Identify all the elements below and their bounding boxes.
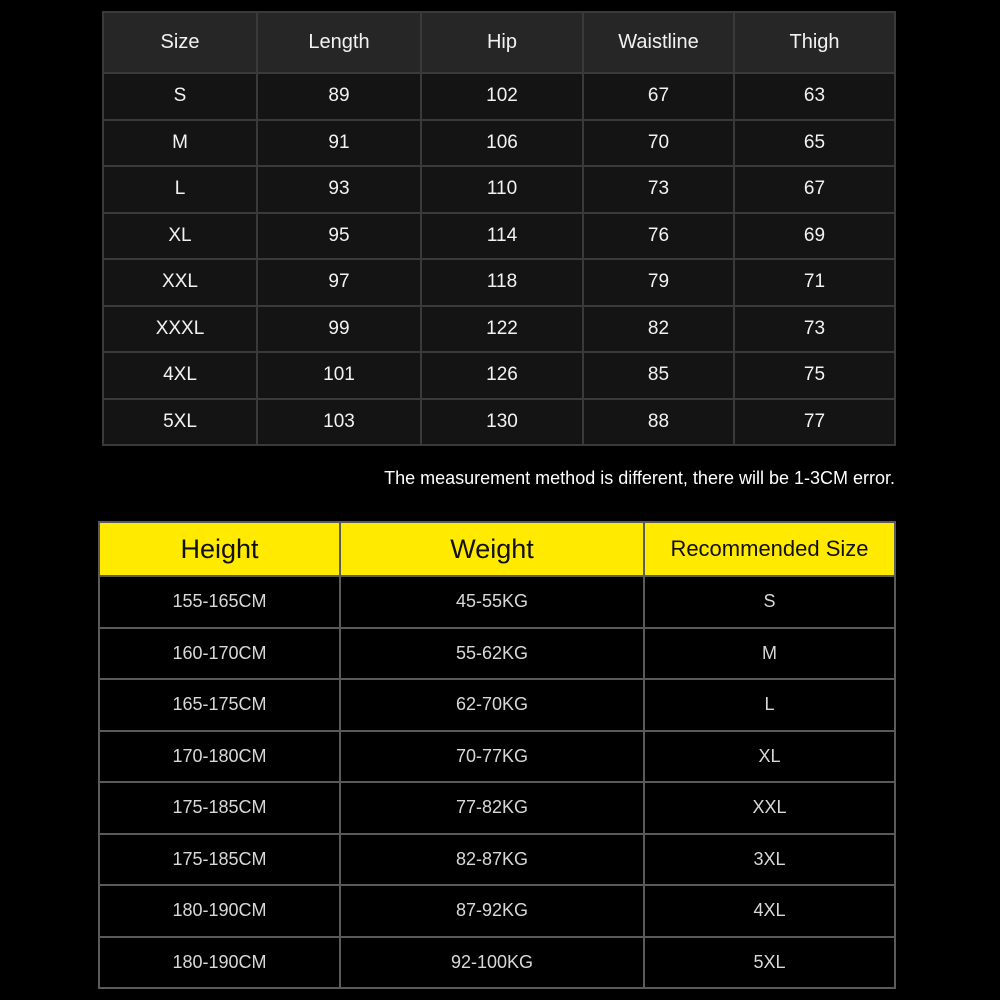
table-cell: 160-170CM: [99, 628, 340, 680]
table-row: [103, 399, 895, 446]
table-cell: S: [103, 73, 257, 120]
table-cell: 4XL: [103, 352, 257, 399]
table-cell: 62-70KG: [340, 679, 644, 731]
table-cell: XXXL: [103, 306, 257, 353]
column-header: Thigh: [734, 12, 895, 73]
table-cell: 118: [421, 259, 583, 306]
column-header: Waistline: [583, 12, 734, 73]
table-cell: 91: [257, 120, 421, 167]
table-cell: 67: [583, 73, 734, 120]
column-header: Hip: [421, 12, 583, 73]
column-header: Length: [257, 12, 421, 73]
table-cell: 70-77KG: [340, 731, 644, 783]
table-cell: 77-82KG: [340, 782, 644, 834]
table-cell: 101: [257, 352, 421, 399]
table-row: [99, 576, 895, 628]
table-cell: L: [103, 166, 257, 213]
table-row: [99, 937, 895, 989]
table-cell: M: [103, 120, 257, 167]
table-cell: 55-62KG: [340, 628, 644, 680]
table-cell: 87-92KG: [340, 885, 644, 937]
table-header-row: [99, 522, 895, 576]
table-row: [103, 213, 895, 260]
table-row: [99, 885, 895, 937]
table-cell: 79: [583, 259, 734, 306]
table-row: [103, 120, 895, 167]
table-row: [103, 352, 895, 399]
table-row: [103, 73, 895, 120]
table-cell: 89: [257, 73, 421, 120]
table-cell: 71: [734, 259, 895, 306]
table-cell: 73: [583, 166, 734, 213]
column-header: Recommended Size: [644, 522, 895, 576]
table-cell: XL: [103, 213, 257, 260]
table-cell: 122: [421, 306, 583, 353]
table-row: [99, 834, 895, 886]
table-cell: XL: [644, 731, 895, 783]
table-row: [99, 731, 895, 783]
column-header: Size: [103, 12, 257, 73]
table-cell: 3XL: [644, 834, 895, 886]
measurement-note: The measurement method is different, there will be 1-3CM error.: [384, 468, 895, 488]
table-cell: 106: [421, 120, 583, 167]
table-cell: 88: [583, 399, 734, 446]
table-cell: 130: [421, 399, 583, 446]
table-cell: M: [644, 628, 895, 680]
table-cell: 180-190CM: [99, 885, 340, 937]
table-cell: XXL: [103, 259, 257, 306]
table-row: [103, 166, 895, 213]
size-recommendation-table: [98, 521, 896, 989]
table-header-row: [103, 12, 895, 73]
table-cell: 63: [734, 73, 895, 120]
table-row: [99, 628, 895, 680]
table-cell: S: [644, 576, 895, 628]
table-cell: 95: [257, 213, 421, 260]
table-cell: 75: [734, 352, 895, 399]
table-cell: 155-165CM: [99, 576, 340, 628]
table-cell: 165-175CM: [99, 679, 340, 731]
table-cell: 126: [421, 352, 583, 399]
table-cell: 175-185CM: [99, 782, 340, 834]
table-cell: 82-87KG: [340, 834, 644, 886]
table-cell: 114: [421, 213, 583, 260]
table-cell: XXL: [644, 782, 895, 834]
column-header: Weight: [340, 522, 644, 576]
table-cell: 45-55KG: [340, 576, 644, 628]
table-cell: 85: [583, 352, 734, 399]
table-cell: 99: [257, 306, 421, 353]
table-cell: 73: [734, 306, 895, 353]
table-cell: 69: [734, 213, 895, 260]
table-row: [103, 259, 895, 306]
table-cell: 175-185CM: [99, 834, 340, 886]
table-cell: 76: [583, 213, 734, 260]
table-cell: 110: [421, 166, 583, 213]
table-cell: 70: [583, 120, 734, 167]
table-cell: 67: [734, 166, 895, 213]
table-cell: 92-100KG: [340, 937, 644, 989]
column-header: Height: [99, 522, 340, 576]
table-cell: 97: [257, 259, 421, 306]
table-cell: 102: [421, 73, 583, 120]
table-cell: 103: [257, 399, 421, 446]
table-row: [103, 306, 895, 353]
table-cell: 4XL: [644, 885, 895, 937]
table-cell: 77: [734, 399, 895, 446]
table-row: [99, 782, 895, 834]
table-cell: 5XL: [103, 399, 257, 446]
table-cell: 170-180CM: [99, 731, 340, 783]
table-row: [99, 679, 895, 731]
table-cell: 65: [734, 120, 895, 167]
table-cell: 82: [583, 306, 734, 353]
table-cell: 5XL: [644, 937, 895, 989]
table-cell: 93: [257, 166, 421, 213]
size-measurement-table: [102, 11, 896, 446]
table-cell: L: [644, 679, 895, 731]
table-cell: 180-190CM: [99, 937, 340, 989]
